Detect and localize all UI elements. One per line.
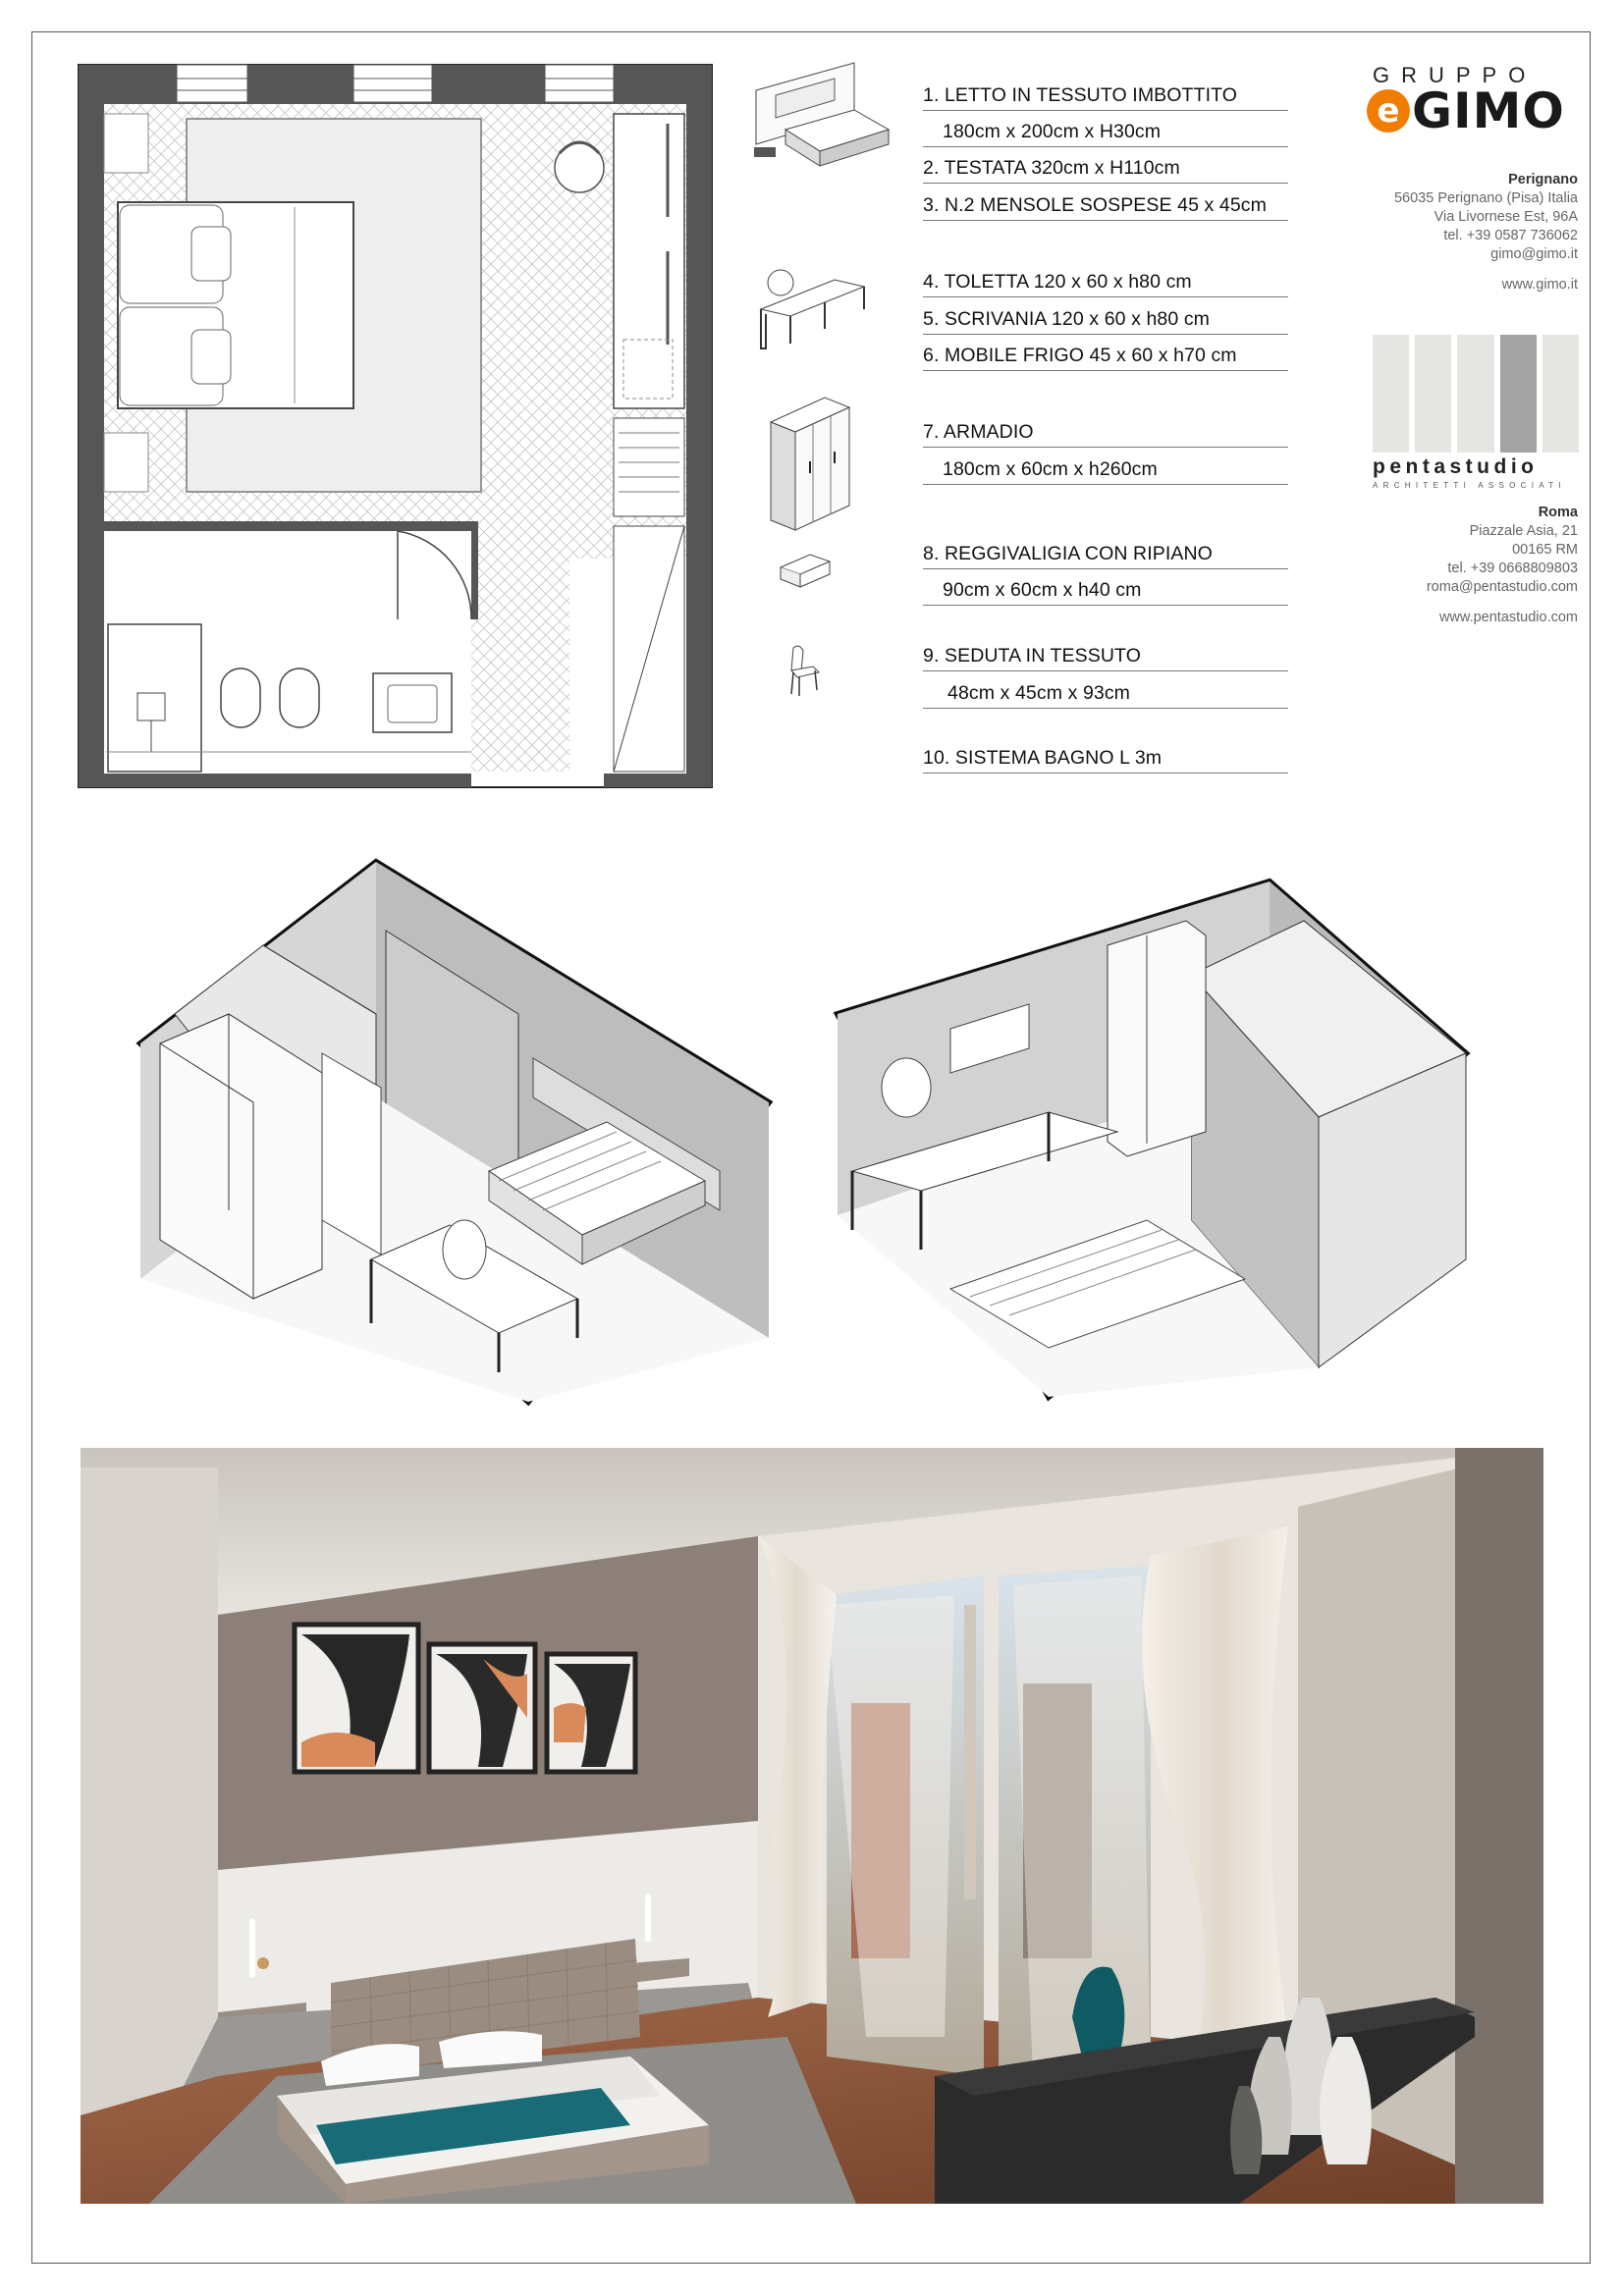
- pentastudio-subtitle: ARCHITETTI ASSOCIATI: [1373, 481, 1566, 490]
- desk-thumbnail: [756, 265, 869, 358]
- spec-1-title: 1. LETTO IN TESSUTO IMBOTTITO: [923, 84, 1238, 106]
- gimo-contact: [1394, 171, 1578, 294]
- bed-thumbnail: [746, 61, 893, 188]
- spec-8: [923, 543, 1288, 569]
- spec-6-title: 6. MOBILE FRIGO 45 x 60 x h70 cm: [923, 345, 1237, 366]
- gimo-phone: tel. +39 0587 736062: [1443, 228, 1578, 243]
- spec-8-detail: 90cm x 60cm x h40 cm: [943, 579, 1142, 601]
- spec-10-title: 10. SISTEMA BAGNO L 3m: [923, 747, 1163, 769]
- spec-3: [923, 194, 1288, 221]
- gimo-address2: Via Livornese Est, 96A: [1434, 209, 1578, 225]
- spec-4: [923, 271, 1288, 297]
- gimo-email[interactable]: gimo@gimo.it: [1490, 246, 1578, 262]
- spec-7: [923, 421, 1288, 448]
- spec-1-detail-row: [923, 121, 1288, 147]
- spec-7-detail-row: [923, 458, 1288, 485]
- spec-8-detail-row: [923, 579, 1288, 606]
- spec-8-title: 8. REGGIVALIGIA CON RIPIANO: [923, 543, 1213, 564]
- spec-5-title: 5. SCRIVANIA 120 x 60 x h80 cm: [923, 308, 1211, 330]
- spec-9-detail-row: [923, 682, 1288, 709]
- spec-2: [923, 157, 1288, 184]
- chair-thumbnail: [785, 643, 825, 697]
- isometric-view-left: [135, 857, 774, 1407]
- spec-9-detail: 48cm x 45cm x 93cm: [947, 682, 1131, 704]
- pentastudio-contact: [1427, 504, 1578, 627]
- penta-address1: Piazzale Asia, 21: [1469, 523, 1578, 539]
- gimo-logo-mark: e: [1367, 89, 1410, 133]
- penta-address2: 00165 RM: [1512, 542, 1578, 558]
- penta-city: Roma: [1538, 505, 1578, 520]
- spec-5: [923, 308, 1288, 335]
- spec-9-title: 9. SEDUTA IN TESSUTO: [923, 645, 1141, 667]
- spec-1: [923, 84, 1288, 111]
- spec-3-title: 3. N.2 MENSOLE SOSPESE 45 x 45cm: [923, 194, 1268, 216]
- isometric-view-right: [833, 877, 1471, 1402]
- spec-1-detail: 180cm x 200cm x H30cm: [943, 121, 1162, 142]
- floor-plan: [79, 65, 712, 787]
- gimo-logo-text: GIMO: [1412, 82, 1565, 139]
- penta-phone: tel. +39 0668809803: [1447, 561, 1578, 576]
- spec-10: [923, 747, 1288, 774]
- gimo-logo: [1367, 82, 1565, 139]
- spec-6: [923, 345, 1288, 371]
- penta-email[interactable]: roma@pentastudio.com: [1426, 579, 1578, 595]
- gimo-web[interactable]: www.gimo.it: [1501, 277, 1578, 293]
- spec-9: [923, 645, 1288, 671]
- luggage-rack-thumbnail: [776, 550, 835, 599]
- pentastudio-logo-text: pentastudio: [1373, 455, 1539, 478]
- pentastudio-logo-bars: [1373, 335, 1579, 453]
- bedroom-render: [81, 1448, 1543, 2204]
- wardrobe-thumbnail: [766, 393, 854, 535]
- spec-7-detail: 180cm x 60cm x h260cm: [943, 458, 1158, 480]
- gimo-group-label: GRUPPO: [1373, 63, 1538, 87]
- spec-2-title: 2. TESTATA 320cm x H110cm: [923, 157, 1180, 179]
- spec-4-title: 4. TOLETTA 120 x 60 x h80 cm: [923, 271, 1192, 293]
- spec-7-title: 7. ARMADIO: [923, 421, 1034, 443]
- penta-web[interactable]: www.pentastudio.com: [1438, 610, 1578, 625]
- gimo-address1: 56035 Perignano (Pisa) Italia: [1393, 190, 1578, 206]
- gimo-city: Perignano: [1508, 172, 1578, 187]
